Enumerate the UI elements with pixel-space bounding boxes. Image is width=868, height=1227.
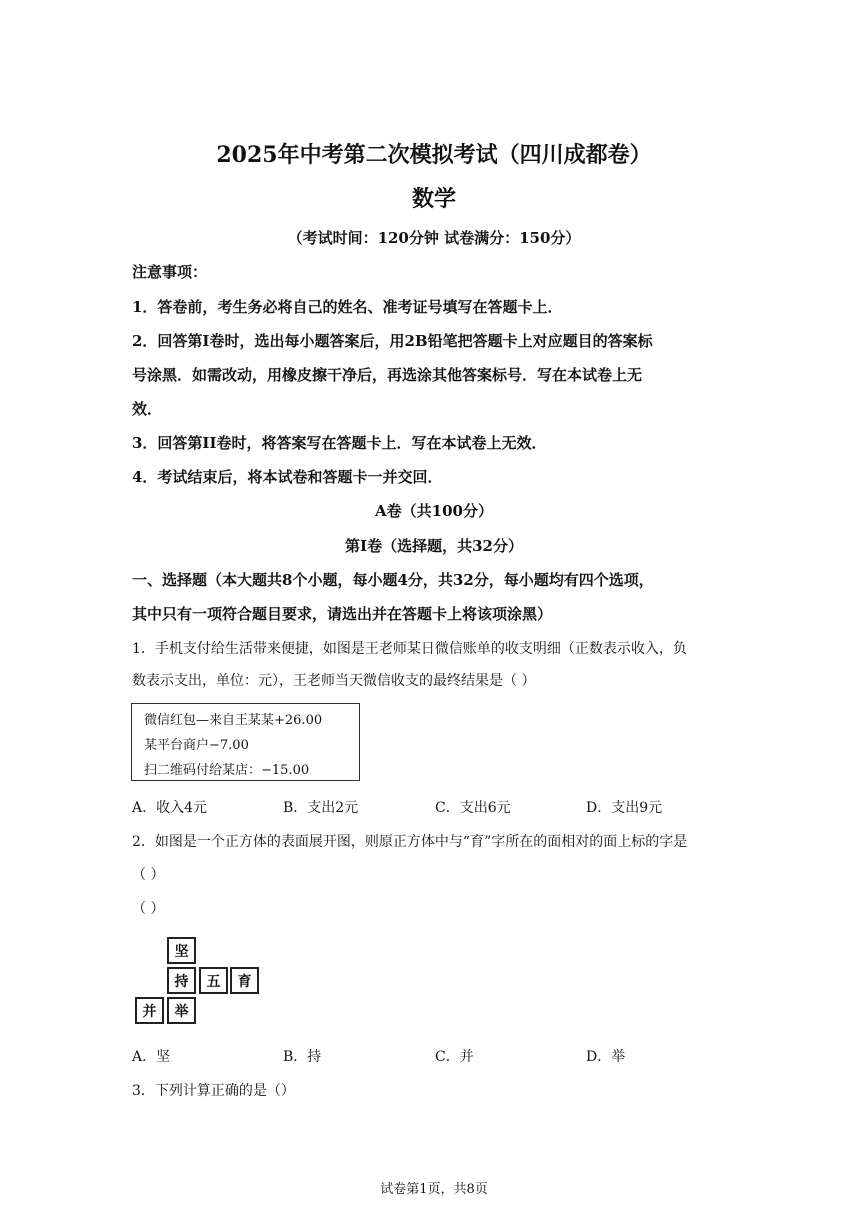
question-3-stem: 3．下列计算正确的是（） [132, 1083, 295, 1099]
q2-option-d: D．举 [586, 1049, 626, 1065]
q1-option-d: D．支出9元 [586, 800, 663, 816]
q1-option-a: A．收入4元 [132, 800, 208, 816]
section-instructions: 一、选择题（本大题共8个小题，每小题4分，共32分，每小题均有四个选项， [132, 571, 654, 589]
q1-option-b: B．支出2元 [283, 800, 359, 816]
wechat-bill-box [131, 703, 360, 781]
exam-title: 2025年中考第二次模拟考试（四川成都卷） [216, 142, 652, 168]
note-item: 号涂黑．如需改动，用橡皮擦干净后，再选涂其他答案标号．写在本试卷上无 [132, 366, 643, 384]
section-instructions: 其中只有一项符合题目要求，请选出并在答题卡上将该项涂黑） [132, 605, 553, 623]
q2-option-b: B．持 [283, 1049, 322, 1065]
page-footer: 试卷第1页，共8页 [380, 1182, 488, 1197]
cube-face: 育 [230, 967, 259, 994]
note-item: 3．回答第II卷时，将答案写在答题卡上．写在本试卷上无效． [132, 434, 547, 452]
question-2-stem: 2．如图是一个正方体的表面展开图，则原正方体中与“育”字所在的面相对的面上标的字是 [132, 834, 688, 850]
cube-face: 坚 [167, 937, 196, 964]
question-1-stem: 数表示支出，单位：元），王老师当天微信收支的最终结果是（ ） [132, 673, 536, 689]
note-item: 效． [132, 400, 163, 418]
question-2-stem: （ ） [132, 867, 165, 883]
question-1-stem: 1．手机支付给生活带来便捷，如图是王老师某日微信账单的收支明细（正数表示收入，负 [132, 641, 687, 657]
bill-line: 微信红包—来自王某某+26.00 [144, 713, 323, 728]
cube-face: 并 [135, 997, 164, 1024]
notes-heading: 注意事项： [132, 263, 208, 281]
section-a-heading: A卷（共100分） [375, 502, 493, 520]
subject-title: 数学 [411, 186, 456, 212]
cube-face: 举 [167, 997, 196, 1024]
q2-option-a: A．坚 [132, 1049, 171, 1065]
bill-line: 扫二维码付给某店：−15.00 [144, 763, 310, 778]
part-1-heading: 第I卷（选择题，共32分） [345, 537, 523, 555]
cube-face: 持 [167, 967, 196, 994]
note-item: 4．考试结束后，将本试卷和答题卡一并交回． [132, 468, 443, 486]
question-2-stem: （ ） [132, 901, 165, 917]
cube-face: 五 [199, 967, 228, 994]
exam-info: （考试时间：120分钟 试卷满分：150分） [287, 229, 581, 247]
q2-option-c: C．并 [435, 1049, 474, 1065]
note-item: 1．答卷前，考生务必将自己的姓名、准考证号填写在答题卡上． [132, 298, 563, 316]
q1-option-c: C．支出6元 [435, 800, 511, 816]
note-item: 2．回答第I卷时，选出每小题答案后，用2B铅笔把答题卡上对应题目的答案标 [132, 332, 653, 350]
bill-line: 某平台商户−7.00 [144, 738, 249, 753]
